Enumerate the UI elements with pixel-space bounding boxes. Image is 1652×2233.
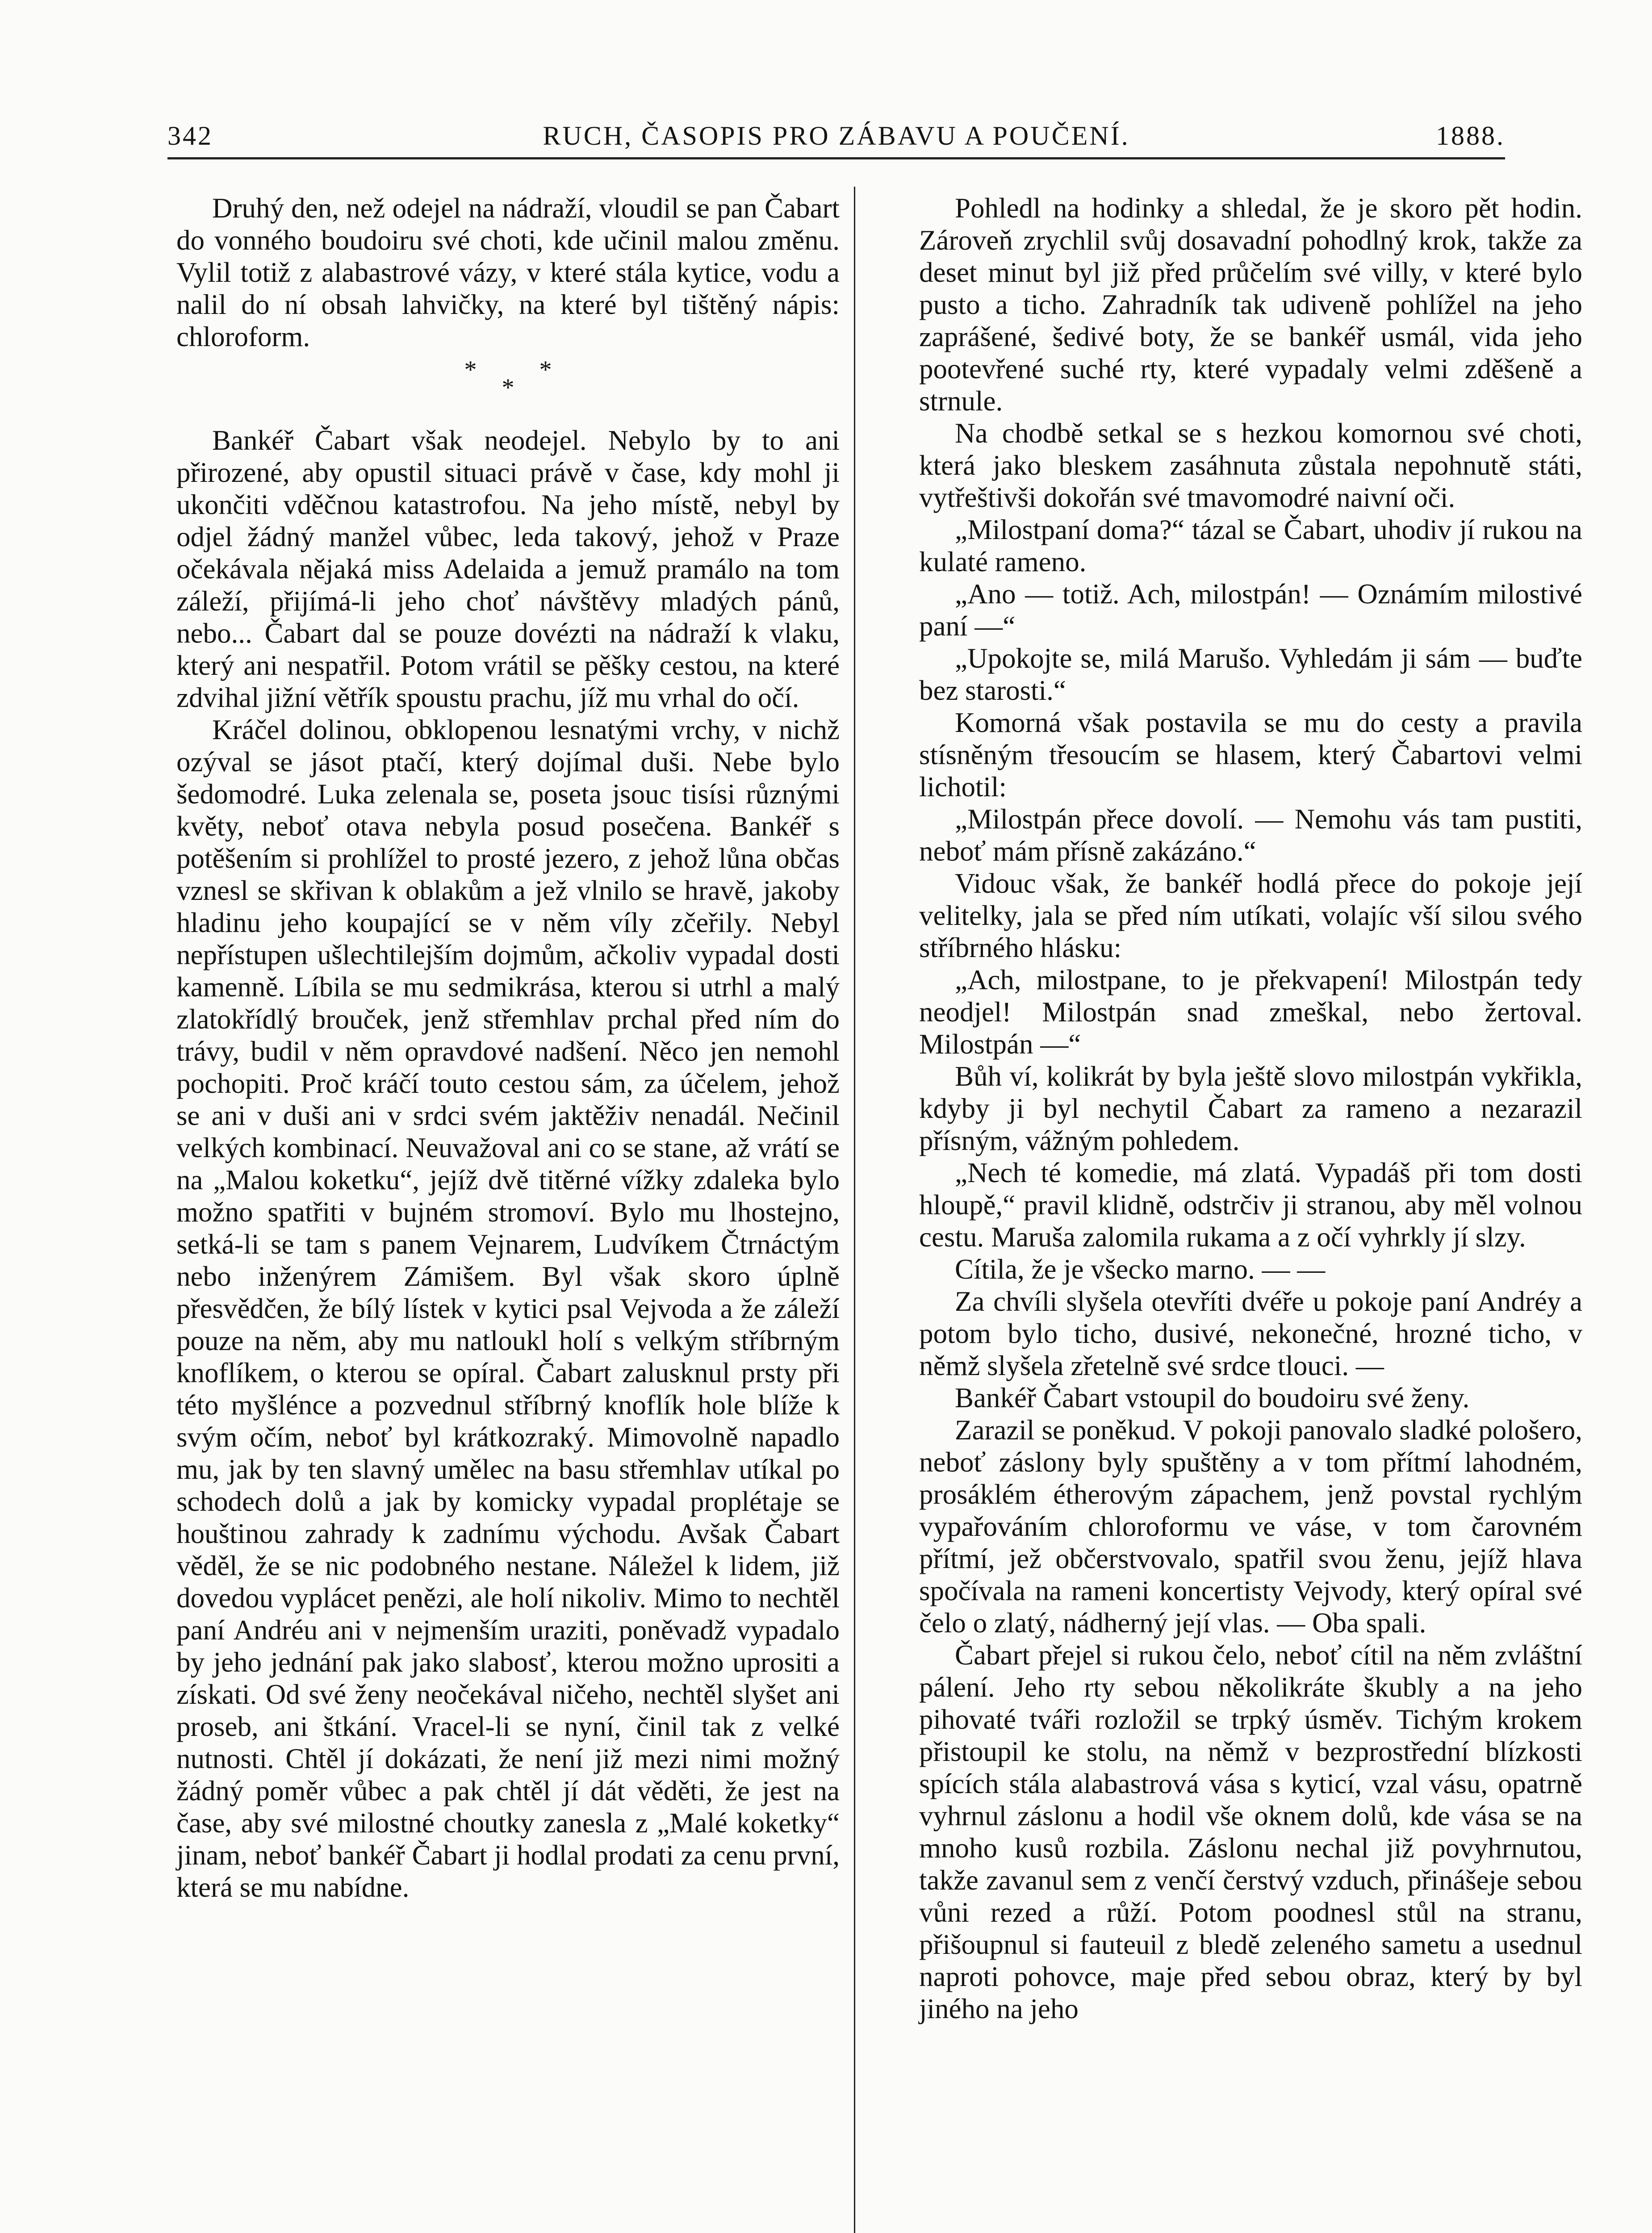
paragraph: „Milostpaní doma?“ tázal se Čabart, uhodiv jí rukou na kulaté rameno.: [919, 514, 1582, 577]
paragraph: Na chodbě setkal se s hezkou komornou své choti, která jako bleskem zasáhnuta zůstala nepohnutě státi, vytřeštivši dokořán své tmavomodré naivní oči.: [919, 418, 1582, 513]
page-number: 342: [167, 121, 213, 151]
paragraph: Kráčel dolinou, obklopenou lesnatými vrchy, v nichž ozýval se jásot ptačí, který dojímal duši. Nebe bylo šedomodré. Luka zelenala se, poseta jsouc tisísi různými květy, neboť otava nebyla posud posečena. Bankéř s potěšením si prohlížel to prosté jezero, z jehož lůna občas vznesl se skřivan k oblakům a jež vlnilo se hravě, jakoby hladinu jeho koupající se v něm víly zčeřily. Nebyl nepřístupen ušlechtilejším dojmům, ačkoliv vypadal dosti kamenně. Líbila se mu sedmikrása, kterou si utrhl a malý zlatokřídlý brouček, jenž střemhlav prchal před ním do trávy, budil v něm opravdové nadšení. Něco jen nemohl pochopiti. Proč kráčí touto cestou sám, za účelem, jehož se ani v duši ani v srdci svém jaktěživ nenadál. Nečinil velkých kombinací. Neuvažoval ani co se stane, až vrátí se na „Malou koketku“, jejíž dvě titěrné vížky zdaleka bylo možno spatřiti v bujném stromoví. Bylo mu lhostejno, setká-li se tam s panem Vejnarem, Ludvíkem Čtrnáctým nebo inženýrem Zámišem. Byl však skoro úplně přesvědčen, že bílý lístek v kytici psal Vejvoda a že záleží pouze na něm, aby mu natloukl holí s velkým stříbrným knoflíkem, o kterou se opíral. Čabart zalusknul prsty při této myšlénce a pozvednul stříbrný knoflík hole blíže k svým očím, neboť byl krátkozraký. Mimovolně napadlo mu, jak by ten slavný umělec na basu střemhlav utíkal po schodech dolů a jak by komicky vypadal proplétaje se houštinou zahrady k zadnímu východu. Avšak Čabart věděl, že se nic podobného nestane. Náležel k lidem, již dovedou vyplácet penězi, ale holí nikoliv. Mimo to nechtěl paní Andréu ani v nejmenším uraziti, poněvadž vypadalo by jeho jednání pak jako slabosť, kterou možno uprositi a získati. Od své ženy neočekával ničeho, nechtěl slyšet ani proseb, ani štkání. Vracel-li se nyní, činil tak z velké nutnosti. Chtěl jí dokázati, že není již mezi nimi možný žádný poměr vůbec a pak chtěl jí dát věděti, že jest na čase, aby své milostné choutky zanesla z „Malé koketky“ jinam, neboť bankéř Čabart ji hodlal prodati za cenu první, která se mu nabídne.: [176, 714, 840, 1903]
running-header: [167, 117, 1505, 157]
paragraph: Zarazil se poněkud. V pokoji panovalo sladké pološero, neboť záslony byly spuštěny a v tom přítmí lahodném, prosáklém étherovým zápachem, jenž povstal rychlým vypařováním chloroformu ve váse, v tom čarovném přítmí, jež občerstvovalo, spatřil svou ženu, jejíž hlava spočívala na rameni koncertisty Vejvody, který opíral své čelo o zlatý, nádherný její vlas. — Oba spali.: [919, 1414, 1582, 1639]
paragraph: „Milostpán přece dovolí. — Nemohu vás tam pustiti, neboť mám přísně zakázáno.“: [919, 803, 1582, 867]
paragraph: „Nech té komedie, má zlatá. Vypadáš při tom dosti hloupě,“ pravil klidně, odstrčiv ji stranou, aby měl volnou cestu. Maruša zalomila rukama a z očí vyhrkly jí slzy.: [919, 1157, 1582, 1253]
column-divider: [854, 187, 855, 2233]
right-column: [919, 192, 1582, 2025]
paragraph: Vidouc však, že bankéř hodlá přece do pokoje její velitelky, jala se před ním utíkati, volajíc vší silou svého stříbrného hlásku:: [919, 868, 1582, 963]
paragraph: Čabart přejel si rukou čelo, neboť cítil na něm zvláštní pálení. Jeho rty sebou několikráte škubly a na jeho pihovaté tváři rozložil se trpký úsměv. Tichým krokem přistoupil ke stolu, na němž v bezprostřední blízkosti spících stála alabastrová vása s kyticí, vzal vásu, opatrně vyhrnul záslonu a hodil vše oknem dolů, kde vása se na mnoho kusů rozbila. Záslonu nechal již povyhrnutou, takže zavanul sem z venčí čerstvý vzduch, přinášeje sebou vůni rezed a růží. Potom poodnesl stůl na stranu, přišoupnul si fauteuil z bledě zeleného sametu a usednul naproti pohovce, maje před sebou obraz, který by byl jiného na jeho: [919, 1639, 1582, 2024]
paragraph: „Ach, milostpane, to je překvapení! Milostpán tedy neodjel! Milostpán snad zmeškal, nebo žertoval. Milostpán —“: [919, 964, 1582, 1060]
asterisk: *: [502, 374, 514, 401]
header-rule: [167, 157, 1505, 159]
paragraph: Cítila, že je všecko marno. — —: [955, 1254, 1326, 1285]
asterisk: *: [539, 356, 552, 384]
section-break-asterisks: [176, 353, 840, 424]
paragraph: Bůh ví, kolikrát by byla ještě slovo milostpán vykřikla, kdyby ji byl nechytil Čabart za rameno a nezarazil přísným, vážným pohledem.: [919, 1061, 1582, 1156]
paragraph: Druhý den, než odejel na nádraží, vloudil se pan Čabart do vonného boudoiru své choti, kde učinil malou změnu. Vylil totiž z alabastrové vázy, v které stála kytice, vodu a nalil do ní obsah lahvičky, na které byl tištěný nápis: chloroform.: [176, 192, 840, 352]
paragraph: Bankéř Čabart vstoupil do boudoiru své ženy.: [955, 1382, 1470, 1413]
journal-title: RUCH, ČASOPIS PRO ZÁBAVU A POUČENÍ.: [543, 121, 1130, 151]
paragraph: Za chvíli slyšela otevříti dvéře u pokoje paní Andréy a potom bylo ticho, dusivé, nekonečné, hrozné ticho, v němž slyšela zřetelně své srdce tlouci. —: [919, 1286, 1582, 1381]
asterisk: *: [464, 356, 477, 384]
paragraph: Komorná však postavila se mu do cesty a pravila stísněným třesoucím se hlasem, který Čabartovi velmi lichotil:: [919, 707, 1582, 803]
paragraph: „Ano — totiž. Ach, milostpán! — Oznámím milostivé paní —“: [919, 578, 1582, 642]
year: 1888.: [1436, 121, 1505, 151]
paragraph: Bankéř Čabart však neodejel. Nebylo by to ani přirozené, aby opustil situaci právě v čase, kdy mohl ji ukončiti vděčnou katastrofou. Na jeho místě, nebyl by odjel žádný manžel vůbec, leda takový, jehož v Praze očekávala nějaká miss Adelaida a jemuž pramálo na tom záleží, přijímá-li jeho choť návštěvy mladých pánů, nebo... Čabart dal se pouze dovézti na nádraží k vlaku, který ani nespatřil. Potom vrátil se pěšky cestou, na které zdvihal jižní větřík spoustu prachu, jíž mu vrhal do očí.: [176, 425, 840, 713]
left-column: [176, 192, 840, 1903]
paragraph: „Upokojte se, milá Marušo. Vyhledám ji sám — buďte bez starosti.“: [919, 643, 1582, 706]
paragraph: Pohledl na hodinky a shledal, že je skoro pět hodin. Zároveň zrychlil svůj dosavadní pohodlný krok, takže za deset minut byl již před průčelím své villy, v které bylo pusto a ticho. Zahradník tak udiveně pohlížel na jeho zaprášené, šedivé boty, že se bankéř usmál, vida jeho pootevřené suché rty, které vypadaly velmi zděšeně a strnule.: [919, 192, 1582, 417]
